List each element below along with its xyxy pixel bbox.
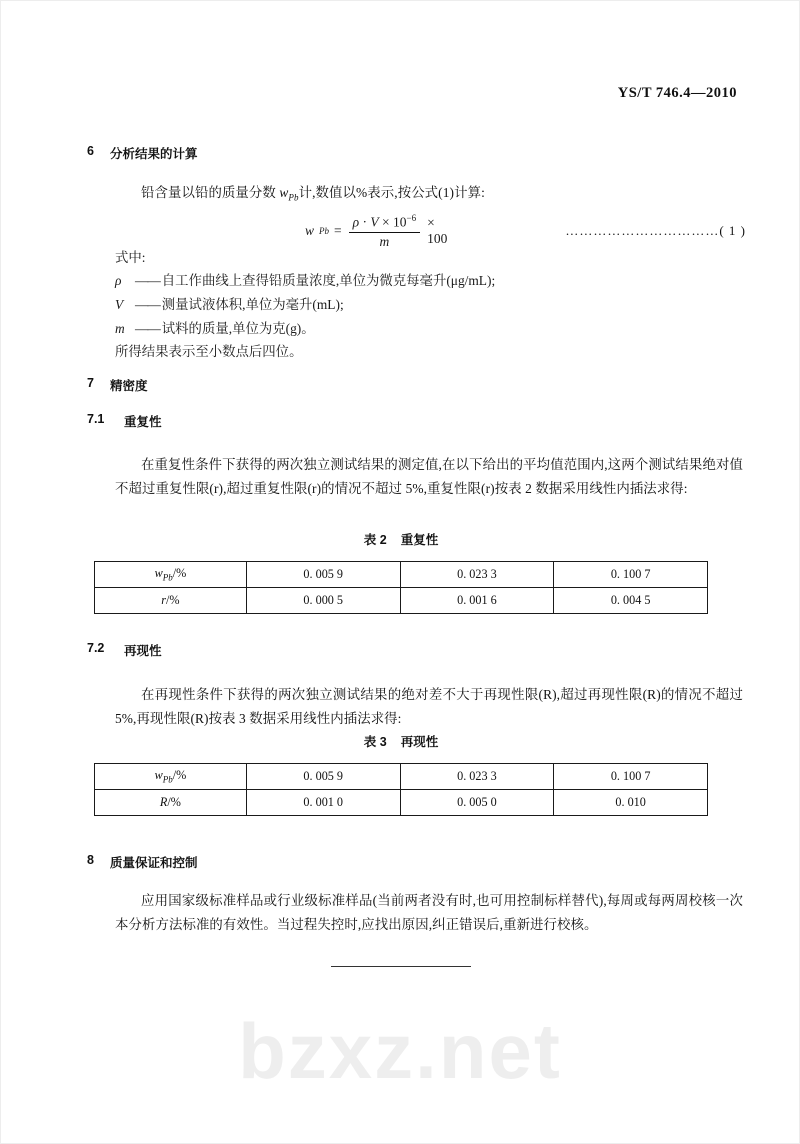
table-3-caption-title: 再现性 [400,735,439,749]
where-label: 式中: [115,250,146,265]
formula-lhs-subscript: Pb [319,226,330,237]
table-2-row-0-label: $w_{Pb}/\%$ [95,562,247,588]
formula-row-1 [115,213,746,250]
table-2-caption-label: 表 2 [363,533,387,547]
variable-row [115,317,495,341]
formula-leader-dots: …………………………… [565,223,720,239]
table-2-row-0-value-2: 0. 100 7 [554,562,708,588]
table-2-caption [1,530,800,548]
variable-row [115,293,495,317]
table-2-row-1-label: r/% [95,588,247,614]
table-3-row-0-value-1: 0. 023 3 [400,764,554,790]
table-3-caption [1,732,800,750]
table-2-row-1-value-1: 0. 001 6 [400,588,554,614]
end-of-document-rule [331,966,471,967]
table-3-row-0-value-0: 0. 005 9 [246,764,400,790]
variable-dash: —— [135,297,160,312]
table-3-row-0-label: $w_{Pb}/\%$ [95,764,247,790]
formula-leader-and-number [565,223,746,239]
variable-symbol: V [115,297,124,312]
table-3-row-1-value-2: 0. 010 [554,790,708,816]
clause-6-title: 分析结果的计算 [110,147,198,161]
table-3-caption-label: 表 3 [363,735,387,749]
table-2-row-0-value-1: 0. 023 3 [400,562,554,588]
clause-6-number: 6 [87,144,94,158]
table-3-reproducibility [94,763,708,816]
clause-7-number: 7 [87,376,94,390]
table-3-row-1-label: R/% [95,790,247,816]
paragraph-7-1: 在重复性条件下获得的两次独立测试结果的测定值,在以下给出的平均值范围内,这两个测试结果绝对值不超过重复性限(r),超过重复性限(r)的情况不超过 5%,重复性限(r)按表 2 数据采用线性内插法求得: [115,457,743,496]
variable-symbol: ρ [115,273,122,288]
result-precision-note: 所得结果表示至小数点后四位。 [115,344,303,359]
heading-clause-6 [87,144,198,162]
variable-definition-list [115,269,495,341]
table-3-row-0-value-2: 0. 100 7 [554,764,708,790]
watermark: bzxz.net [238,1007,562,1095]
variable-row [115,269,495,293]
variable-definition: 试料的质量,单位为克(g)。 [161,321,315,336]
variable-definition: 自工作曲线上查得铅质量浓度,单位为微克每毫升(μg/mL); [161,273,496,288]
paragraph-intro: 铅含量以铅的质量分数 $w_{Pb}$计,数值以%表示,按公式(1)计算: [141,185,485,203]
formula-multiplier: × 100 [427,215,448,247]
formula-number: ( 1 ) [719,223,746,239]
table-row [95,790,708,816]
table-row [95,764,708,790]
table-2-row-0-value-0: 0. 005 9 [246,562,400,588]
clause-8-title: 质量保证和控制 [110,856,198,870]
variable-dash: —— [135,273,160,288]
table-row [95,562,708,588]
table-2-row-1-value-2: 0. 004 5 [554,588,708,614]
formula-expression [305,213,447,250]
formula-fraction [349,213,420,250]
clause-7-1-title: 重复性 [124,415,162,429]
table-2-caption-title: 重复性 [400,533,439,547]
heading-clause-8 [87,853,198,871]
paragraph-7-2: 在再现性条件下获得的两次独立测试结果的绝对差不大于再现性限(R),超过再现性限(R)的情况不超过 5%,再现性限(R)按表 3 数据采用线性内插法求得: [115,687,743,726]
formula-equals: = [334,223,342,239]
heading-clause-7 [87,376,148,394]
heading-clause-7-1 [87,412,162,430]
table-3-row-1-value-1: 0. 005 0 [400,790,554,816]
table-2-row-1-value-0: 0. 000 5 [246,588,400,614]
variable-definition: 测量试液体积,单位为毫升(mL); [161,297,344,312]
clause-7-title: 精密度 [110,379,148,393]
clause-8-number: 8 [87,853,94,867]
clause-7-1-number: 7.1 [87,412,105,426]
formula-numerator: $\rho \cdot V \times 10^{-6}$ [349,213,420,233]
clause-7-2-number: 7.2 [87,641,105,655]
formula-lhs: w [305,223,315,239]
heading-clause-7-2 [87,641,162,659]
table-3-row-1-value-0: 0. 001 0 [246,790,400,816]
variable-symbol: m [115,321,125,336]
clause-7-2-title: 再现性 [124,644,162,658]
standard-code-header: YS/T 746.4—2010 [617,85,737,101]
formula-denominator: m [379,233,390,249]
paragraph-8: 应用国家级标准样品或行业级标准样品(当前两者没有时,也可用控制标样替代),每周或每两周校核一次本分析方法标准的有效性。当过程失控时,应找出原因,纠正错误后,重新进行校核。 [115,893,743,932]
table-row [95,588,708,614]
variable-dash: —— [135,321,160,336]
table-2-repeatability [94,561,708,614]
